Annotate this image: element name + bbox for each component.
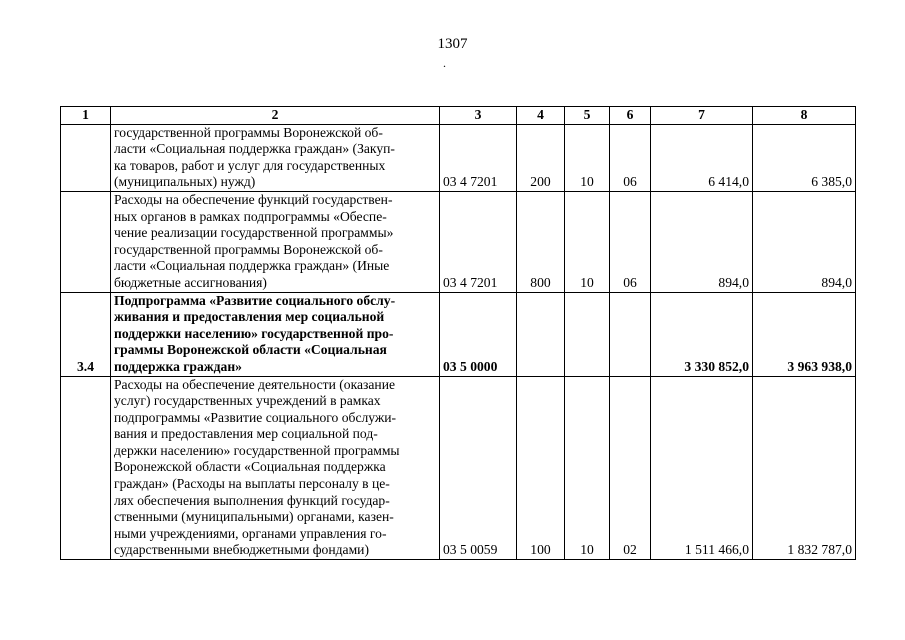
- target-code-cell: 03 5 0000: [440, 292, 517, 376]
- target-code-cell: 03 4 7201: [440, 124, 517, 191]
- header-col-8: 8: [753, 107, 856, 125]
- table-row: [61, 376, 856, 560]
- expense-type-cell: 200: [517, 124, 565, 191]
- section-cell: 10: [565, 376, 610, 560]
- row-number-cell: [61, 191, 111, 292]
- item-name-line: ственными (муниципальными) органами, казен-: [114, 509, 394, 525]
- item-name-line: (муниципальных) нужд): [114, 174, 256, 190]
- item-name-line: лях обеспечения выполнения функций государ-: [114, 492, 390, 508]
- page-mark: .: [443, 56, 446, 70]
- item-name-line: ных органов в рамках подпрограммы «Обеспе-: [114, 208, 387, 224]
- sum-year1-cell: 1 511 466,0: [651, 376, 753, 560]
- item-name-line: граждан» (Расходы на выплаты персоналу в це-: [114, 476, 390, 492]
- header-col-4: 4: [517, 107, 565, 125]
- item-name-line: ка товаров, работ и услуг для государственных: [114, 157, 386, 173]
- item-name-line: Воронежской области «Социальная поддержка: [114, 459, 386, 475]
- expense-type-cell: 100: [517, 376, 565, 560]
- expense-type-cell: [517, 292, 565, 376]
- target-code-cell: 03 4 7201: [440, 191, 517, 292]
- item-name-line: ными учреждениями, органами управления го-: [114, 525, 387, 541]
- item-name-line: чение реализации государственной программы»: [114, 225, 394, 241]
- subsection-cell: 02: [610, 376, 651, 560]
- item-name-line: граммы Воронежской области «Социальная: [114, 342, 387, 358]
- item-name-line: сударственными внебюджетными фондами): [114, 542, 369, 558]
- section-cell: 10: [565, 191, 610, 292]
- section-cell: 10: [565, 124, 610, 191]
- item-name-line: Расходы на обеспечение деятельности (оказание: [114, 376, 396, 392]
- item-name-line: подпрограммы «Развитие социального обслужи-: [114, 409, 397, 425]
- subsection-cell: 06: [610, 191, 651, 292]
- table-row: [61, 292, 856, 376]
- item-name-cell: [111, 376, 440, 560]
- expense-type-cell: 800: [517, 191, 565, 292]
- item-name-cell: [111, 292, 440, 376]
- row-number-cell: [61, 124, 111, 191]
- item-name-line: живания и предоставления мер социальной: [114, 309, 385, 325]
- row-number-cell: 3.4: [61, 292, 111, 376]
- target-code-cell: 03 5 0059: [440, 376, 517, 560]
- item-name-line: государственной программы Воронежской об-: [114, 241, 383, 257]
- sum-year2-cell: 894,0: [753, 191, 856, 292]
- sum-year2-cell: 6 385,0: [753, 124, 856, 191]
- header-row: [61, 107, 856, 125]
- header-col-2: 2: [111, 107, 440, 125]
- item-name-line: услуг) государственных учреждений в рамках: [114, 393, 381, 409]
- sum-year2-cell: 3 963 938,0: [753, 292, 856, 376]
- section-cell: [565, 292, 610, 376]
- item-name-line: держки населению» государственной программы: [114, 442, 400, 458]
- item-name-line: поддержки населению» государственной про-: [114, 325, 394, 341]
- row-number-cell: [61, 376, 111, 560]
- item-name-line: бюджетные ассигнования): [114, 274, 267, 290]
- item-name-cell: [111, 124, 440, 191]
- item-name-line: ласти «Социальная поддержка граждан» (Иные: [114, 258, 390, 274]
- sum-year2-cell: 1 832 787,0: [753, 376, 856, 560]
- item-name-line: Расходы на обеспечение функций государствен-: [114, 191, 393, 207]
- table-row: [61, 191, 856, 292]
- sum-year1-cell: 894,0: [651, 191, 753, 292]
- header-col-3: 3: [440, 107, 517, 125]
- item-name-line: вания и предоставления мер социальной под-: [114, 426, 378, 442]
- page-number: 1307: [437, 36, 468, 52]
- sum-year1-cell: 6 414,0: [651, 124, 753, 191]
- item-name-line: Подпрограмма «Развитие социального обслу-: [114, 292, 396, 308]
- item-name-line: государственной программы Воронежской об-: [114, 124, 383, 140]
- subsection-cell: 06: [610, 124, 651, 191]
- header-col-5: 5: [565, 107, 610, 125]
- item-name-cell: [111, 191, 440, 292]
- header-col-1: 1: [61, 107, 111, 125]
- table-row: [61, 124, 856, 191]
- header-col-7: 7: [651, 107, 753, 125]
- sum-year1-cell: 3 330 852,0: [651, 292, 753, 376]
- header-col-6: 6: [610, 107, 651, 125]
- budget-table: [60, 106, 856, 560]
- item-name-line: ласти «Социальная поддержка граждан» (Закуп-: [114, 141, 395, 157]
- item-name-line: поддержка граждан»: [114, 358, 242, 374]
- subsection-cell: [610, 292, 651, 376]
